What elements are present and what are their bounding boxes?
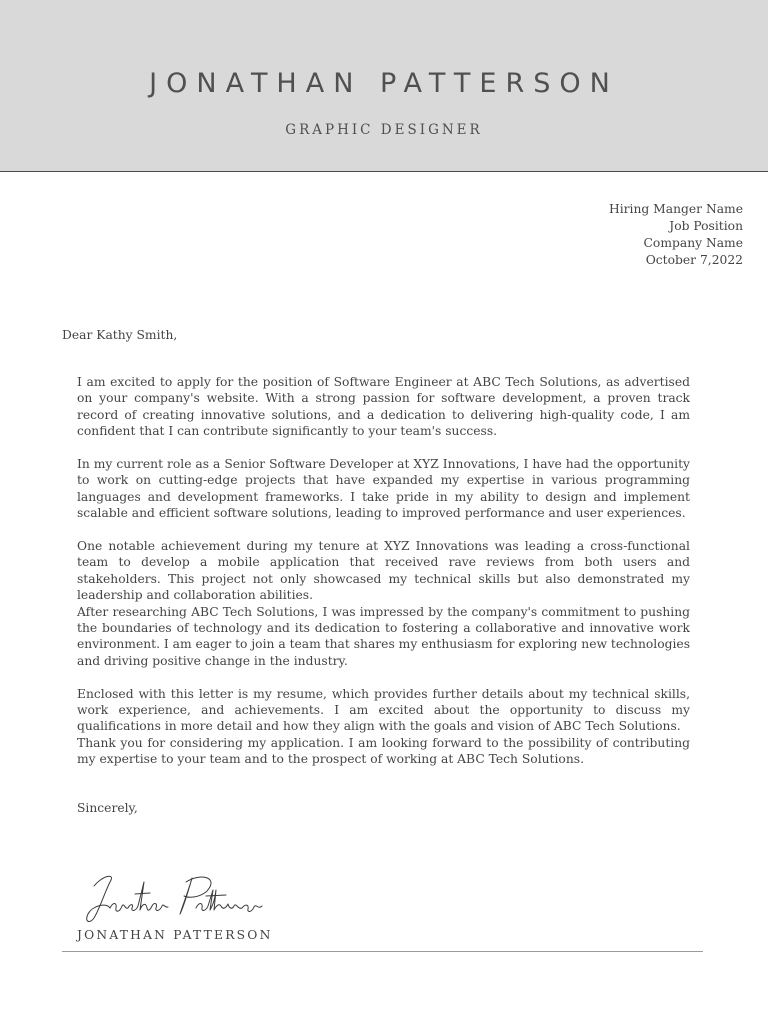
- sender-name: JONATHAN PATTERSON: [149, 68, 619, 99]
- body-paragraph: One notable achievement during my tenure at XYZ Innovations was leading a cross-functional team to develop a mobile application that received rave reviews from both users and stakeholders. This project not only showcased my technical skills but also demonstrated my leadership and collaboration abilities.: [77, 539, 690, 603]
- body-paragraph: I am excited to apply for the position of Software Engineer at ABC Tech Solutions, as advertised on your company's website. With a strong passion for software development, a proven track record of creating innovative solutions, and a dedication to delivering high-quality code, I am confident that I can contribute significantly to your team's success.: [77, 375, 690, 439]
- letter-date: October 7,2022: [645, 253, 743, 267]
- letter-body: [77, 374, 690, 768]
- body-paragraph: In my current role as a Senior Software Developer at XYZ Innovations, I have had the opportunity to work on cutting-edge projects that have expanded my expertise in various programming languages and development frameworks. I take pride in my ability to design and implement scalable and efficient software solutions, leading to improved performance and user experiences.: [77, 457, 690, 521]
- recipient-position-line: Job Position: [669, 219, 743, 233]
- handwritten-signature: [80, 868, 270, 930]
- letterhead-banner: [0, 0, 768, 172]
- signature-printed-name: JONATHAN PATTERSON: [77, 928, 273, 942]
- body-paragraph: Thank you for considering my application. I am looking forward to the possibility of contributing my expertise to your team and to the prospect of working at ABC Tech Solutions.: [77, 735, 690, 767]
- recipient-company-line: Company Name: [643, 236, 743, 250]
- body-paragraph: Enclosed with this letter is my resume, which provides further details about my technical skills, work experience, and achievements. I am excited about the opportunity to discuss my qualifications in more detail and how they align with the goals and vision of ABC Tech Solutions.: [77, 686, 690, 734]
- recipient-name-line: Hiring Manger Name: [609, 202, 743, 216]
- footer-divider: [62, 951, 703, 952]
- sender-job-title: GRAPHIC DESIGNER: [285, 122, 483, 138]
- closing-remark: Sincerely,: [77, 801, 138, 815]
- body-paragraph: After researching ABC Tech Solutions, I was impressed by the company's commitment to pushing the boundaries of technology and its dedication to fostering a collaborative and innovative work environment. I am eager to join a team that shares my enthusiasm for exploring new technologies and driving positive change in the industry.: [77, 604, 691, 668]
- recipient-block: [609, 201, 743, 269]
- salutation: Dear Kathy Smith,: [62, 328, 178, 342]
